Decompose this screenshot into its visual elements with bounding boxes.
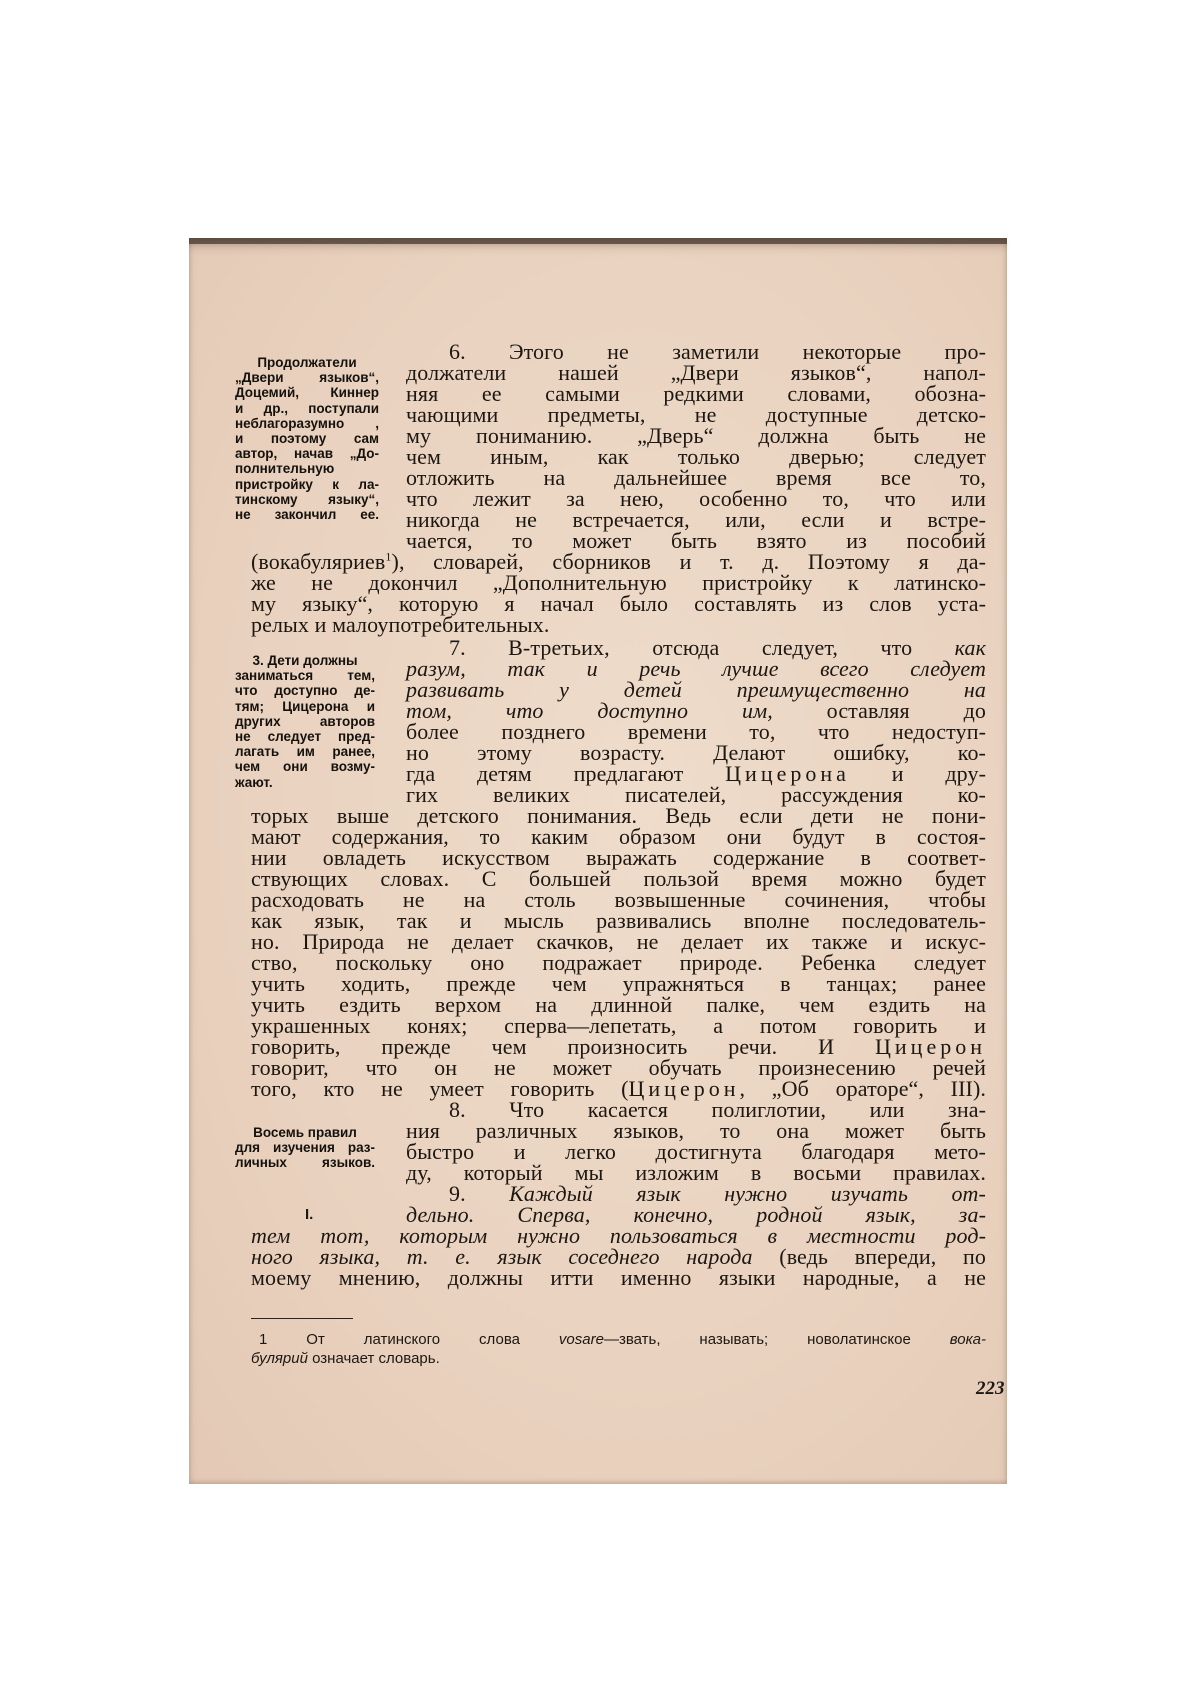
text-line: му языку“, которую я начал было составлять из слов уста- [251, 591, 986, 616]
side-note-eight-rules: Восемь правил для изучения раз- личных языков. [235, 1125, 375, 1171]
text-line: 8. Что касается полиглотии, или зна- [449, 1097, 986, 1122]
text-line: разум, так и речь лучше всего следует [406, 656, 986, 681]
text-line: 6. Этого не заметили некоторые про- [449, 339, 986, 364]
text-line: расходовать не на столь возвышенные сочинения, чтобы [251, 887, 986, 912]
text-line: быстро и легко достигнута благодаря мето- [406, 1139, 986, 1164]
text-line: развивать у детей преимущественно на [406, 677, 986, 702]
footnote-rule [251, 1318, 353, 1319]
text-line: ствующих словах. С большей пользой время можно будет [251, 866, 986, 891]
text-line: мают содержания, то каким образом они будут в состоя- [251, 824, 986, 849]
text-line: отложить на дальнейшее время все то, [406, 465, 986, 490]
text-line: тем тот, которым нужно пользоваться в местности род- [251, 1223, 986, 1248]
text-line: 9. Каждый язык нужно изучать от- [449, 1181, 986, 1206]
text-line: чается, то может быть взято из пособий [406, 528, 986, 553]
page-number: 223 [976, 1378, 1005, 1399]
text-line: ство, поскольку оно подражает природе. Ребенка следует [251, 950, 986, 975]
text-line: украшенных конях; сперва—лепетать, а потом говорить и [251, 1013, 986, 1038]
text-line: гих великих писателей, рассуждения ко- [406, 782, 986, 807]
text-line: учить ездить верхом на длинной палке, чем ездить на [251, 992, 986, 1017]
side-note-continuers: Продолжатели „Двери языков“, Доцемий, Киннер и др., поступали неблагоразумно , и поэтому сам автор, начав „До- полнительную пристройку к ла- тинскому языку“, не закончил ее. [235, 355, 379, 523]
text-line: му пониманию. „Дверь“ должна быть не [406, 423, 986, 448]
text-line: учить ходить, прежде чем упражняться в танцах; ранее [251, 971, 986, 996]
text-line: но этому возрасту. Делают ошибку, ко- [406, 740, 986, 765]
text-line: ния различных языков, то она может быть [406, 1118, 986, 1143]
text-line: же не докончил „Дополнительную пристройку к латинско- [251, 570, 986, 595]
text-line: говорит, что он не может обучать произнесению речей [251, 1055, 986, 1080]
text-line: няя ее самыми редкими словами, обозна- [406, 381, 986, 406]
side-note-children: 3. Дети должны заниматься тем, что доступно де- тям; Цицерона и других авторов не следует пред- лагать им ранее, чем они возму- жают. [235, 653, 375, 790]
text-line: том, что доступно им, оставляя до [406, 698, 986, 723]
text-line: ду, который мы изложим в восьми правилах. [406, 1160, 986, 1185]
book-page [189, 238, 1007, 1484]
main-text [189, 238, 1007, 1484]
text-line: 7. В-третьих, отсюда следует, что как [449, 635, 986, 660]
text-line: торых выше детского понимания. Ведь если дети не пони- [251, 803, 986, 828]
text-line: должатели нашей „Двери языков“, напол- [406, 360, 986, 385]
text-line: того, кто не умеет говорить (Цицерон, „Об ораторе“, III). [251, 1076, 986, 1101]
text-line: нии овладеть искусством выражать содержание в соответ- [251, 845, 986, 870]
text-line: говорить, прежде чем произносить речи. И Цицерон [251, 1034, 986, 1059]
text-line: никогда не встречается, или, если и встре- [406, 507, 986, 532]
footnote-line: булярий означает словарь. [251, 1350, 440, 1367]
text-line: моему мнению, должны итти именно языки народные, а не [251, 1265, 986, 1290]
text-line: ного языка, т. е. язык соседнего народа (ведь впереди, по [251, 1244, 986, 1269]
text-line: дельно. Сперва, конечно, родной язык, за- [406, 1202, 986, 1227]
text-line: релых и малоупотребительных. [251, 612, 550, 637]
text-line: как язык, так и мысль развивались вполне последователь- [251, 908, 986, 933]
text-line: чающими предметы, не доступные детско- [406, 402, 986, 427]
text-line: более позднего времени то, что недоступ- [406, 719, 986, 744]
text-line: чем иным, как только дверью; следует [406, 444, 986, 469]
text-line: (вокабуляриев$^1$), словарей, сборников и т. д. Поэтому я да- [251, 549, 986, 574]
footnote-line: 1 От латинского слова vosare—звать, называть; новолатинское вока- [259, 1331, 986, 1348]
text-line: но. Природа не делает скачков, не делает их также и искус- [251, 929, 986, 954]
text-line: гда детям предлагают Цицерона и дру- [406, 761, 987, 786]
text-line: что лежит за нею, особенно то, что или [406, 486, 986, 511]
rule-roman-numeral: I. [305, 1206, 314, 1223]
